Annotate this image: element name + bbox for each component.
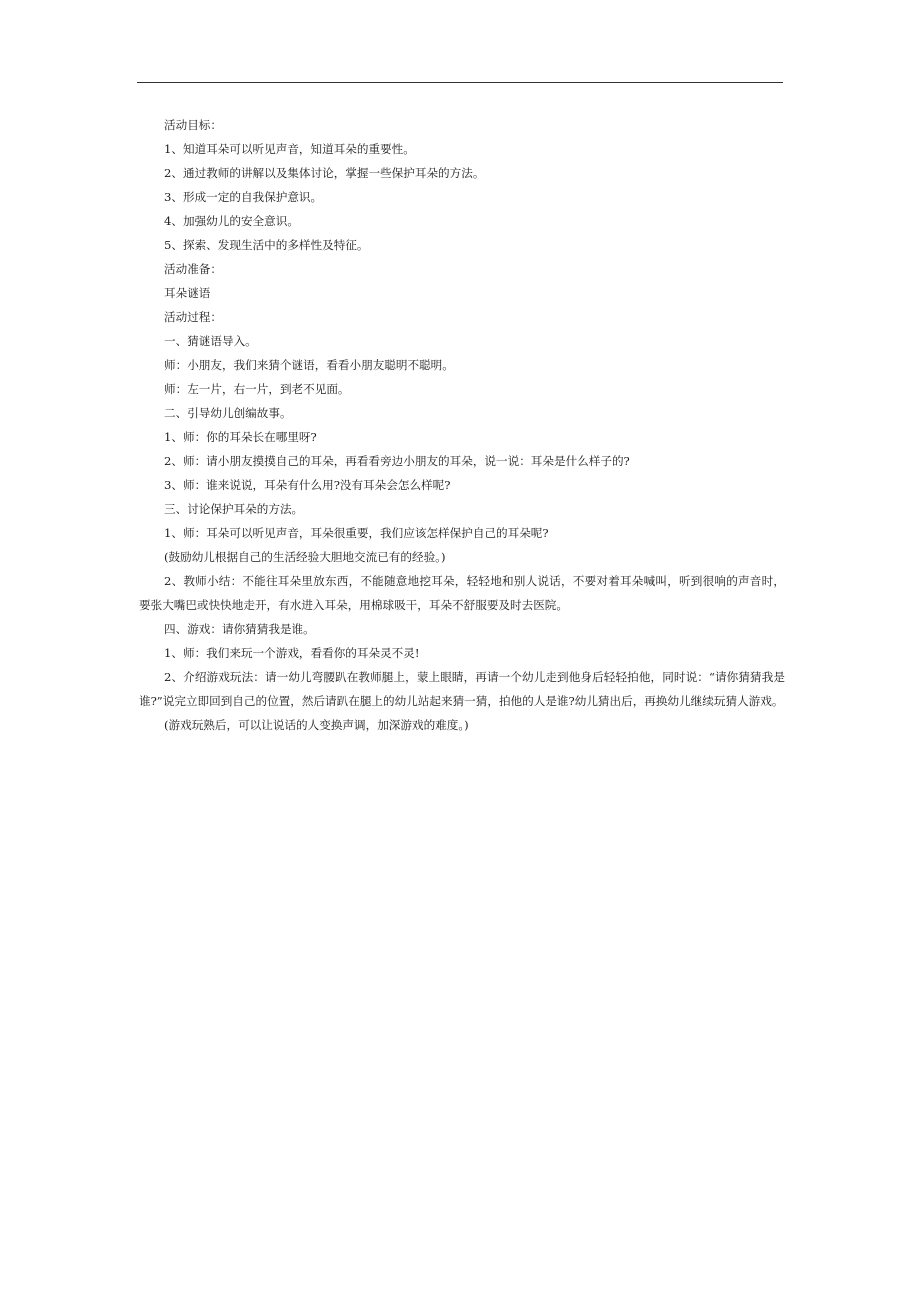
process-line: 2、教师小结：不能往耳朵里放东西，不能随意地挖耳朵，轻轻地和别人说话，不要对着耳朵喊叫，听到很响的声音时，要张大嘴巴或快快地走开，有水进入耳朵，用棉球吸干，耳朵不舒服要及时去医院。 [139,574,785,612]
section-heading-preparation: 活动准备： [164,262,222,276]
document-body [139,113,785,737]
process-line: 2、师：请小朋友摸摸自己的耳朵，再看看旁边小朋友的耳朵，说一说：耳朵是什么样子的? [164,454,630,468]
process-line: 2、介绍游戏玩法：请一幼儿弯腰趴在教师腿上，蒙上眼睛，再请一个幼儿走到他身后轻轻拍他，同时说：“请你猜猜我是谁?”说完立即回到自己的位置，然后请趴在腿上的幼儿站起来猜一猜，拍他的人是谁?幼儿猜出后，再换幼儿继续玩猜人游戏。 [139,670,785,708]
goal-item: 5、探索、发现生活中的多样性及特征。 [164,238,369,252]
preparation-item: 耳朵谜语 [164,286,211,300]
process-step-heading: 四、游戏：请你猜猜我是谁。 [164,622,315,636]
header-rule [137,82,783,83]
goal-item: 4、加强幼儿的安全意识。 [164,214,299,228]
process-step-heading: 三、讨论保护耳朵的方法。 [164,502,304,516]
process-line: 师：左一片，右一片，到老不见面。 [164,382,350,396]
section-heading-process: 活动过程： [164,310,222,324]
process-note: (游戏玩熟后，可以让说话的人变换声调，加深游戏的难度。) [164,718,469,732]
section-heading-goals: 活动目标： [164,118,222,132]
process-line: 1、师：我们来玩一个游戏，看看你的耳朵灵不灵! [164,646,420,660]
process-line: 师：小朋友，我们来猜个谜语，看看小朋友聪明不聪明。 [164,358,454,372]
process-line: 1、师：耳朵可以听见声音，耳朵很重要，我们应该怎样保护自己的耳朵呢? [164,526,549,540]
process-line: 3、师：谁来说说，耳朵有什么用?没有耳朵会怎么样呢? [164,478,451,492]
goal-item: 3、形成一定的自我保护意识。 [164,190,323,204]
process-step-heading: 二、引导幼儿创编故事。 [164,406,292,420]
process-note: (鼓励幼儿根据自己的生活经验大胆地交流已有的经验。) [164,550,446,564]
process-step-heading: 一、猜谜语导入。 [164,334,257,348]
process-line: 1、师：你的耳朵长在哪里呀? [164,430,317,444]
goal-item: 1、知道耳朵可以听见声音，知道耳朵的重要性。 [164,142,415,156]
goal-item: 2、通过教师的讲解以及集体讨论，掌握一些保护耳朵的方法。 [164,166,485,180]
